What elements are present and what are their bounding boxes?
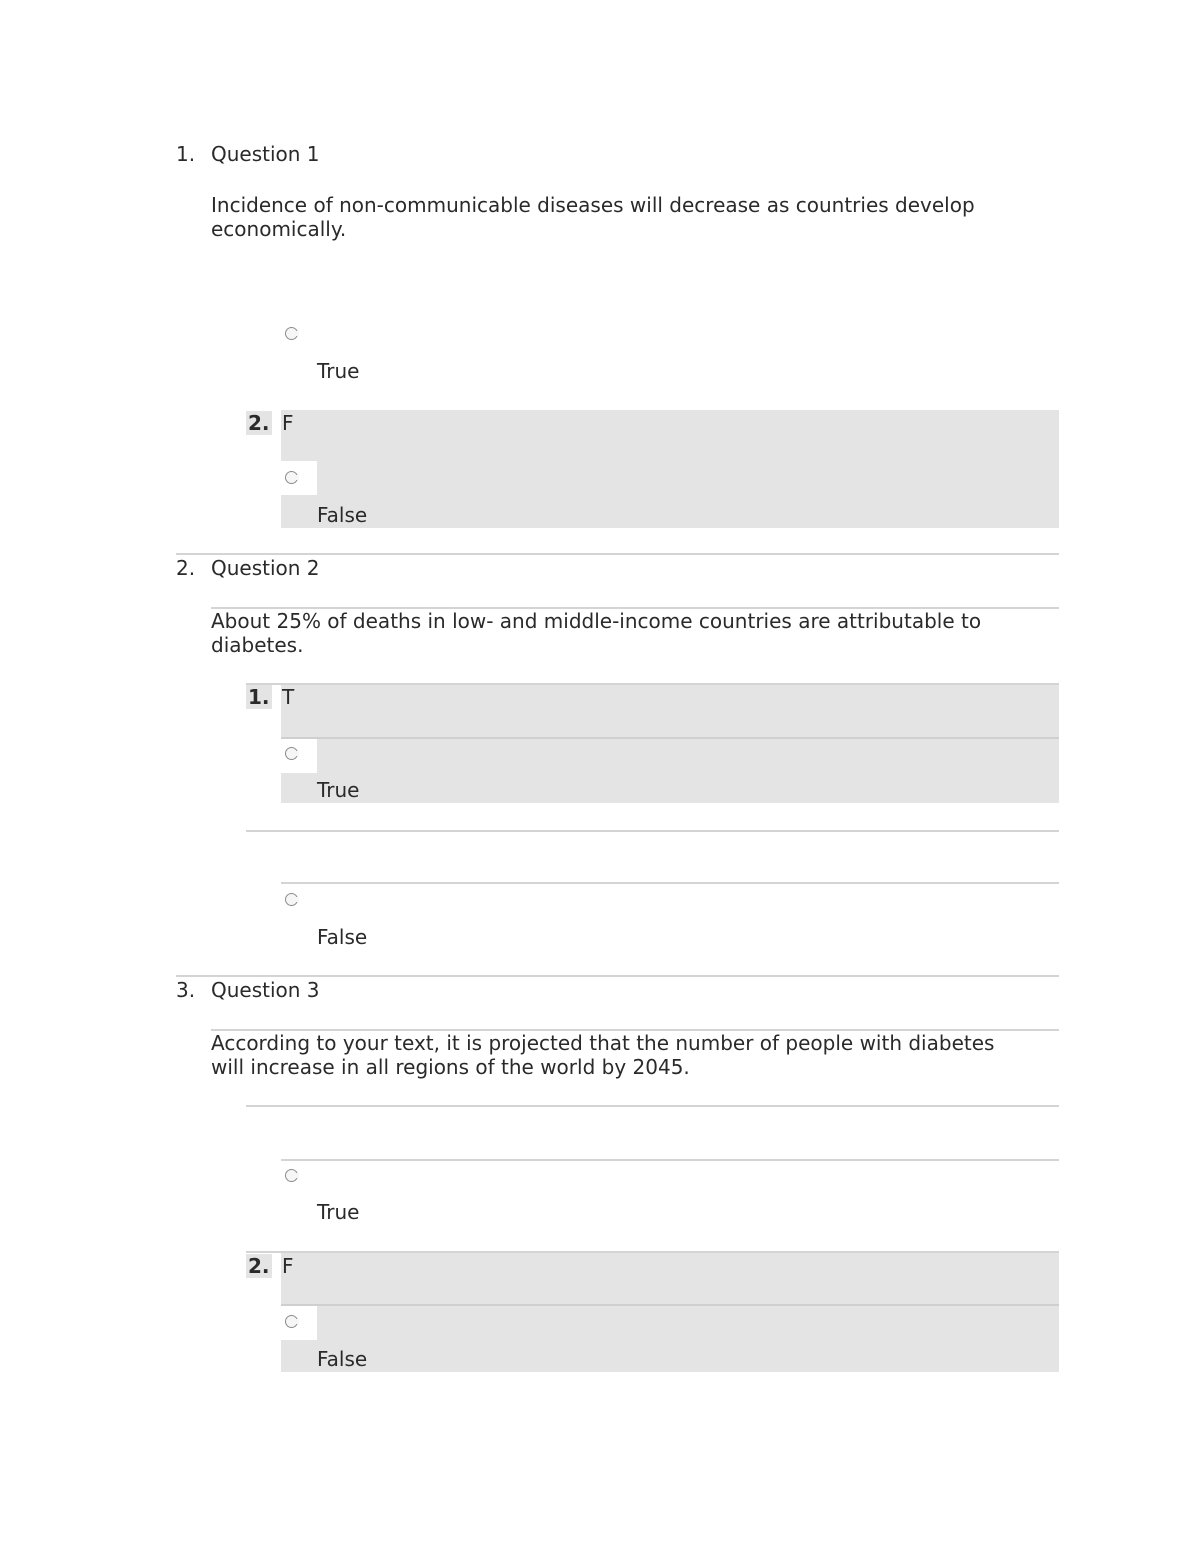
question-2-title: Question 2 (211, 556, 320, 580)
question-2-false-divider (246, 830, 1059, 832)
question-2-divider (176, 553, 1059, 555)
question-2-false-label: False (317, 925, 368, 949)
question-1-false-highlight (281, 410, 1059, 528)
question-1-true-label: True (317, 359, 360, 383)
question-2-true-marker-letter: T (282, 685, 295, 709)
question-3-number: 3. (176, 978, 196, 1002)
question-3-title: Question 3 (211, 978, 320, 1002)
question-3-options-divider (246, 1105, 1059, 1107)
question-3-false-marker-letter: F (282, 1254, 294, 1278)
question-1-false-radio[interactable] (285, 471, 298, 484)
question-1-true-radio[interactable] (285, 327, 298, 340)
question-2-true-inner-divider (281, 737, 1059, 739)
question-2-true-highlight (281, 685, 1059, 803)
question-2-text: About 25% of deaths in low- and middle-income countries are attributable to diabetes. (211, 609, 982, 657)
question-2-true-radio[interactable] (285, 747, 298, 760)
question-2-number: 2. (176, 556, 196, 580)
question-3-false-radio[interactable] (285, 1315, 298, 1328)
question-1-title: Question 1 (211, 142, 320, 166)
question-3-divider (176, 975, 1059, 977)
question-3-true-label: True (317, 1200, 360, 1224)
question-3-false-label: False (317, 1347, 368, 1371)
question-1-number: 1. (176, 142, 196, 166)
question-1-text: Incidence of non-communicable diseases will decrease as countries develop economically. (211, 193, 975, 241)
question-1-false-label: False (317, 503, 368, 527)
question-3-false-highlight (281, 1253, 1059, 1372)
question-3-false-inner-divider (281, 1304, 1059, 1306)
question-2-false-inner-divider (281, 882, 1059, 884)
question-3-true-radio[interactable] (285, 1169, 298, 1182)
question-2-true-label: True (317, 778, 360, 802)
question-2-true-marker-number: 1. (248, 685, 270, 709)
question-3-true-inner-divider (281, 1159, 1059, 1161)
question-1-false-marker-letter: F (282, 411, 294, 435)
question-1-false-marker-number: 2. (248, 411, 270, 435)
question-2-false-radio[interactable] (285, 893, 298, 906)
question-3-text: According to your text, it is projected that the number of people with diabetes will increase in all regions of the world by 2045. (211, 1031, 995, 1079)
question-3-false-marker-number: 2. (248, 1254, 270, 1278)
